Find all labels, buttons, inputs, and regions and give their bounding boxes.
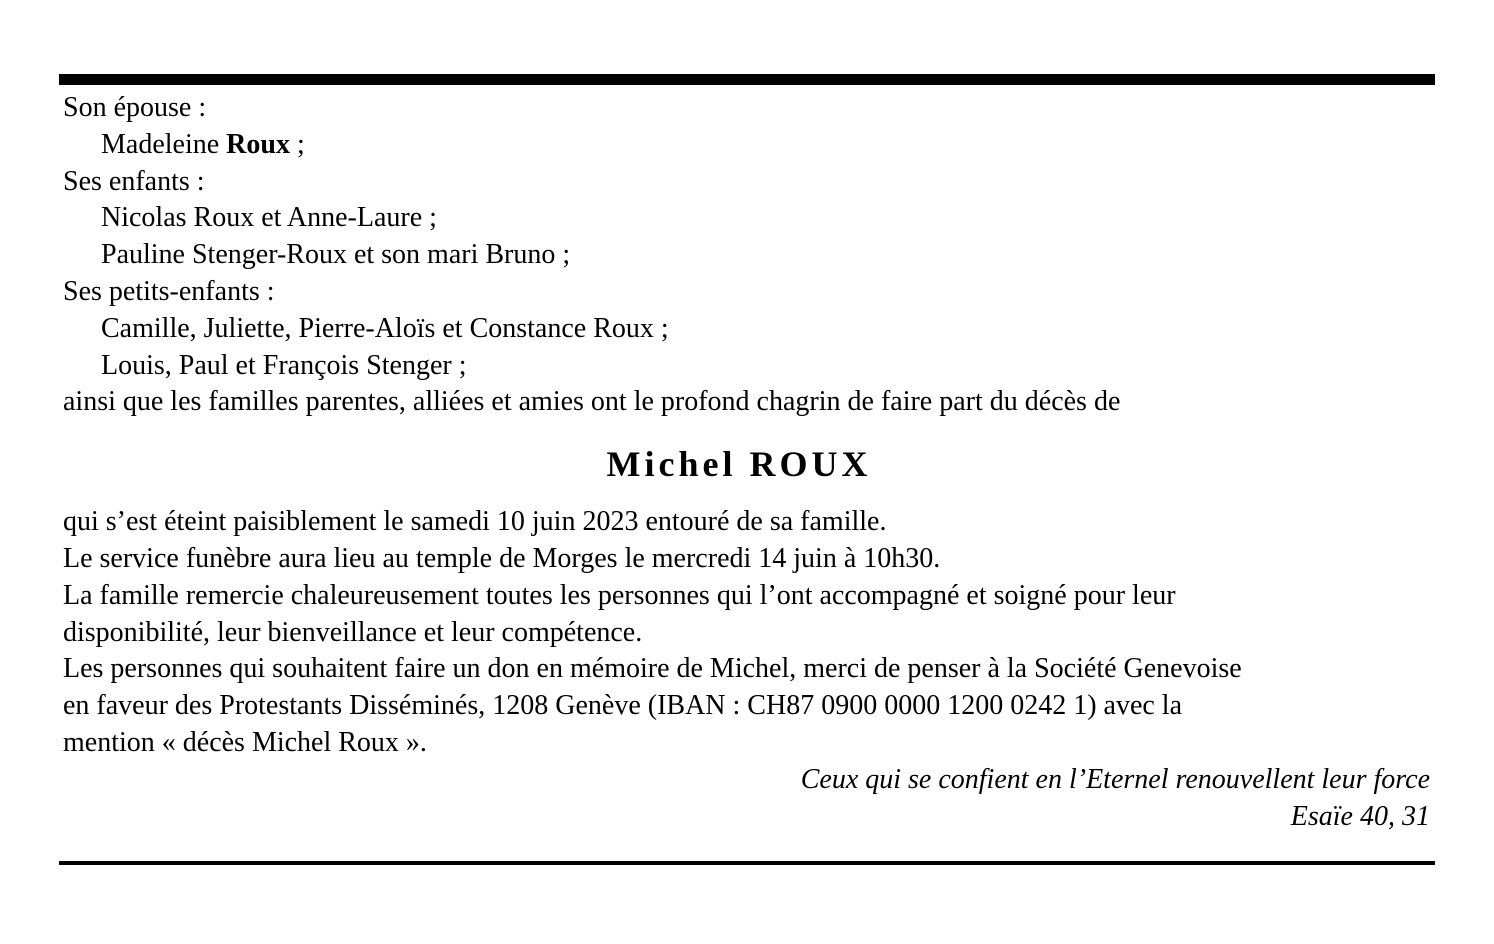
death-line: qui s’est éteint paisiblement le samedi 10 juin 2023 entouré de sa famille. — [63, 506, 887, 538]
spouse-heading: Son épouse : — [63, 92, 207, 123]
children-heading: Ses enfants : — [63, 165, 205, 197]
donation-line: en faveur des Protestants Disséminés, 1208 Genève (IBAN : CH87 0900 0000 1200 0242 1) avec la — [63, 690, 1183, 722]
spouse-first-name: Madeleine — [101, 128, 220, 160]
bible-reference: Esaïe 40, 31 — [1290, 800, 1430, 832]
deceased-name: Michel ROUX — [606, 444, 872, 485]
service-line: Le service funèbre aura lieu au temple de Morges le mercredi 14 juin à 10h30. — [63, 542, 941, 574]
grandchild-entry: Camille, Juliette, Pierre-Aloïs et Constance Roux ; — [101, 312, 669, 344]
grandchild-entry: Louis, Paul et François Stenger ; — [101, 349, 467, 381]
donation-line: Les personnes qui souhaitent faire un don en mémoire de Michel, merci de penser à la Société Genevoise — [63, 653, 1242, 685]
spouse-last-name: Roux — [226, 128, 290, 160]
obituary-notice — [63, 90, 1435, 835]
top-rule — [59, 74, 1435, 85]
thanks-line: disponibilité, leur bienveillance et leur compétence. — [63, 616, 643, 648]
grandchildren-heading: Ses petits-enfants : — [63, 275, 275, 307]
bottom-rule — [59, 861, 1435, 865]
spouse-tail: ; — [289, 128, 305, 160]
child-entry: Nicolas Roux et Anne-Laure ; — [101, 202, 437, 234]
donation-line: mention « décès Michel Roux ». — [63, 726, 427, 758]
families-closing-line: ainsi que les familles parentes, alliées et amies ont le profond chagrin de faire part du décès de — [63, 386, 1121, 418]
child-entry: Pauline Stenger-Roux et son mari Bruno ; — [101, 239, 571, 271]
bible-quote: Ceux qui se confient en l’Eternel renouvellent leur force — [800, 763, 1430, 795]
spouse-name — [63, 127, 1435, 164]
thanks-line: La famille remercie chaleureusement toutes les personnes qui l’ont accompagné et soigné pour leur — [63, 579, 1176, 611]
